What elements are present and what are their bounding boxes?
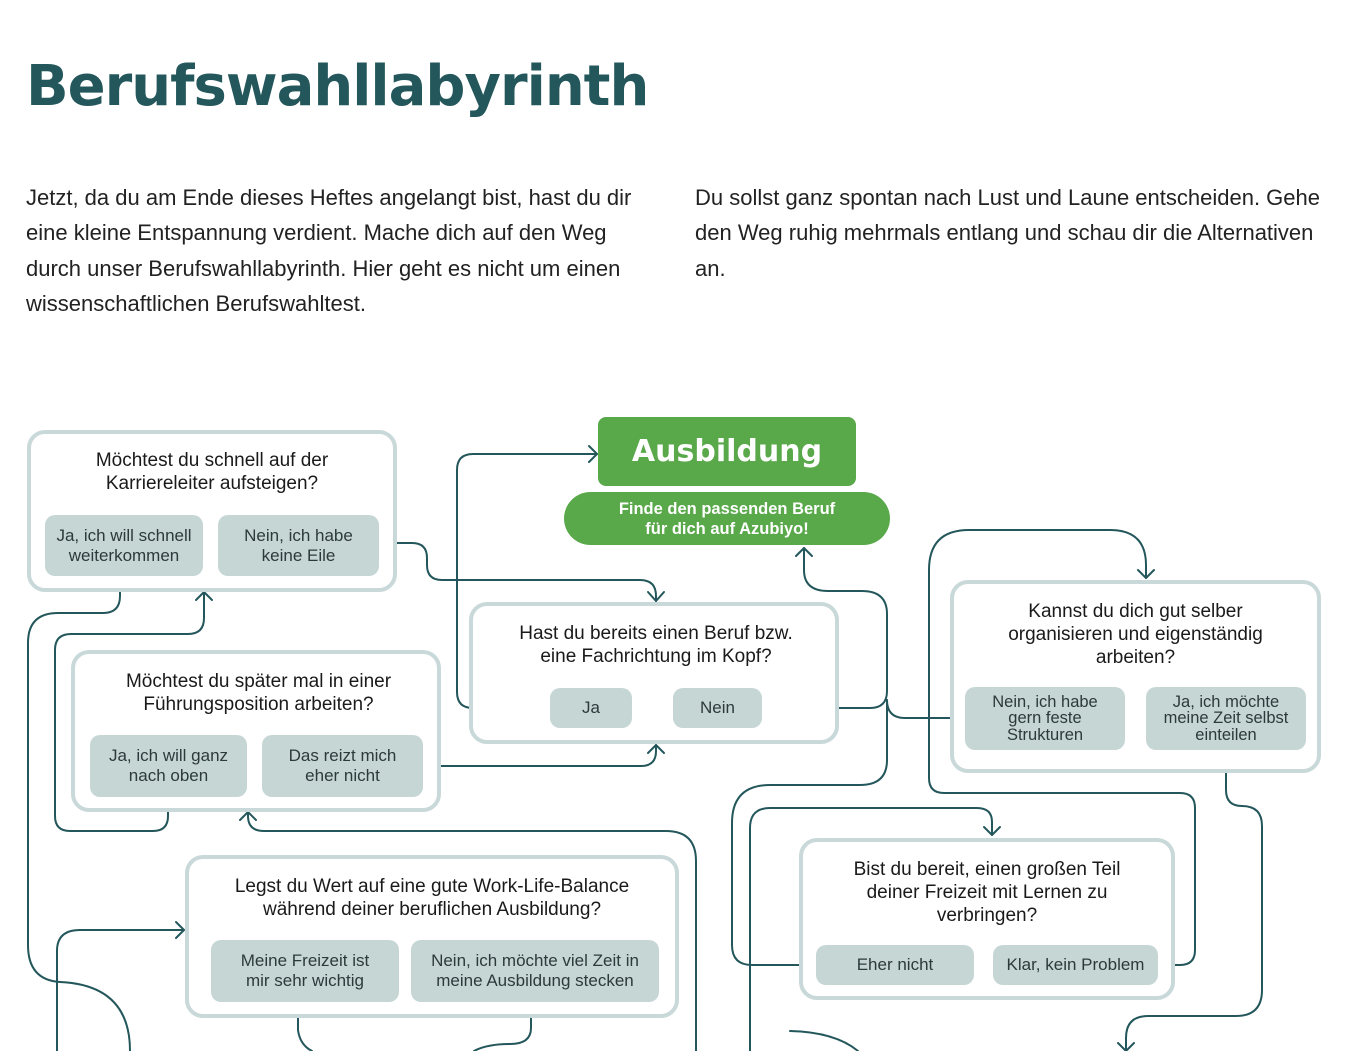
- path-q6-no-bottom: [790, 1031, 858, 1051]
- intro-text-left: Jetzt, da du am Ende dieses Heftes angelangt bist, hast du dir eine kleine Entspannung verdient. Mache dich auf den Weg durch unser Berufswahllabyrinth. Hier geht es nicht um einen wissenschaftlichen Berufswahltest.: [26, 185, 632, 316]
- answer-learning-yes[interactable]: Klar, kein Problem: [993, 945, 1158, 985]
- answer-career-yes[interactable]: Ja, ich will schnell weiterkommen: [45, 515, 203, 576]
- path-to-q5: [57, 930, 184, 1051]
- goal-ausbildung: Ausbildung: [598, 417, 856, 486]
- answer-selforganize-no[interactable]: Nein, ich habe gern feste Strukturen: [965, 687, 1125, 750]
- answer-career-no[interactable]: Nein, ich habe keine Eile: [218, 515, 379, 576]
- answer-worklife-invest[interactable]: Nein, ich möchte viel Zeit in meine Ausbildung stecken: [411, 940, 659, 1002]
- question-career: Möchtest du schnell auf der Karriereleiter aufsteigen?: [95, 450, 329, 494]
- answer-profession-yes[interactable]: Ja: [550, 688, 632, 728]
- question-profession: Hast du bereits einen Beruf bzw. eine Fachrichtung im Kopf?: [519, 623, 793, 667]
- answer-leadership-yes[interactable]: Ja, ich will ganz nach oben: [90, 735, 247, 797]
- question-worklife: Legst du Wert auf eine gute Work-Life-Balance während deiner beruflichen Ausbildung?: [234, 876, 630, 920]
- question-leadership: Möchtest du später mal in einer Führungsposition arbeiten?: [125, 671, 392, 715]
- answer-learning-no[interactable]: Eher nicht: [816, 945, 974, 985]
- question-selforganize: Kannst du dich gut selber organisieren und eigenständig arbeiten?: [1008, 601, 1263, 668]
- question-learning: Bist du bereit, einen großen Teil deiner Freizeit mit Lernen zu verbringen?: [853, 859, 1121, 926]
- answer-leadership-no[interactable]: Das reizt mich eher nicht: [262, 735, 423, 797]
- intro-text-right: Du sollst ganz spontan nach Lust und Laune entscheiden. Gehe den Weg ruhig mehrmals entlang und schau dir die Alternativen an.: [695, 185, 1321, 281]
- answer-worklife-freetime[interactable]: Meine Freizeit ist mir sehr wichtig: [211, 940, 399, 1002]
- path-q2-no: [422, 745, 656, 766]
- goal-subtitle: Finde den passenden Beruf für dich auf Azubiyo!: [618, 499, 836, 538]
- answer-profession-no[interactable]: Nein: [673, 688, 762, 728]
- path-q1-yes: [28, 575, 130, 1051]
- answer-selforganize-yes[interactable]: Ja, ich möchte meine Zeit selbst einteilen: [1146, 687, 1306, 750]
- goal-azubiyo-link[interactable]: [564, 492, 890, 545]
- path-q1-no: [378, 543, 656, 601]
- page-title: Berufswahllabyrinth: [26, 54, 649, 119]
